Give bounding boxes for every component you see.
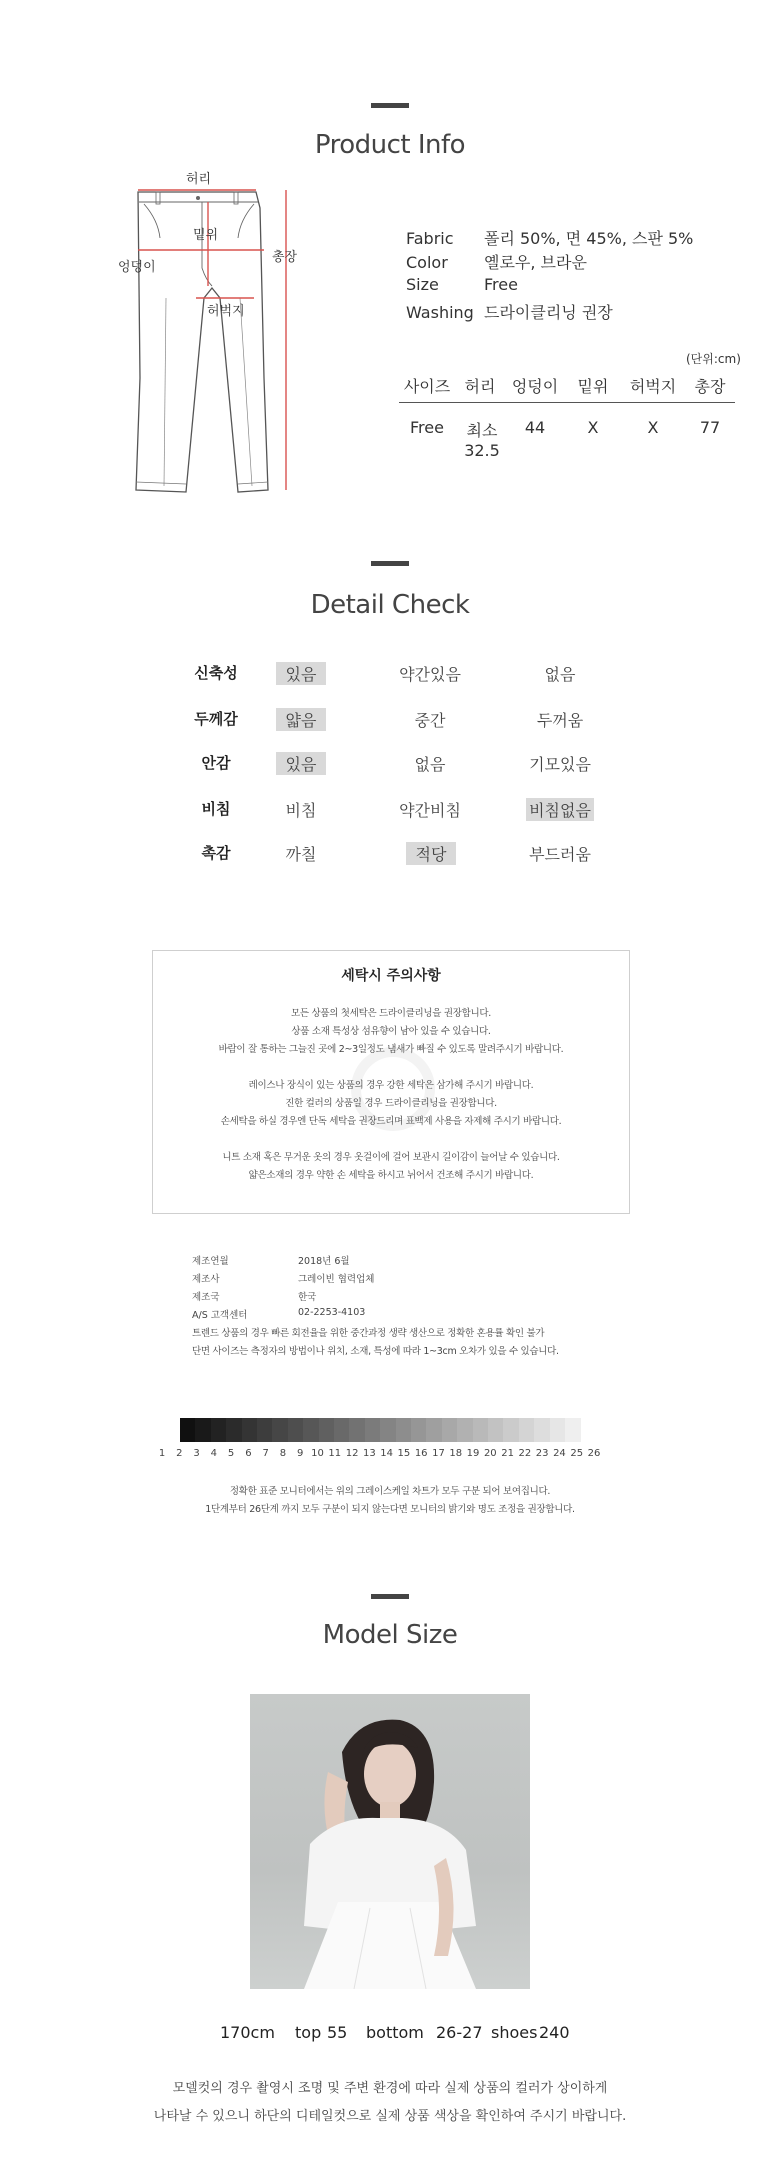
grayscale-step [550, 1418, 566, 1442]
table-header: 밑위 [577, 377, 609, 396]
spec-value: 드라이클리닝 권장 [484, 303, 613, 322]
grayscale-number: 5 [227, 1448, 235, 1459]
table-header: 허리 [464, 377, 496, 396]
grayscale-step [457, 1418, 473, 1442]
grayscale-step [396, 1418, 412, 1442]
section-divider-bar [371, 103, 409, 108]
model-top-label: top [295, 2023, 322, 2042]
section-divider-bar [371, 561, 409, 566]
spec-color [406, 250, 587, 273]
grayscale-note: 1단계부터 26단계 까지 모두 구분이 되지 않는다면 모니터의 밝기와 명도 조정을 권장합니다. [205, 1504, 575, 1515]
grayscale-number: 11 [328, 1448, 342, 1459]
model-photo [250, 1694, 530, 1989]
model-bottom-value: 26-27 [436, 2023, 483, 2042]
grayscale-step [473, 1418, 489, 1442]
maker-key: 제조국 [192, 1292, 220, 1303]
grayscale-number: 15 [397, 1448, 411, 1459]
grayscale-step [211, 1418, 227, 1442]
grayscale-step [242, 1418, 258, 1442]
grayscale-number: 4 [210, 1448, 218, 1459]
maker-note: 단면 사이즈는 측정자의 방법이나 위치, 소재, 특성에 따라 1~3cm 오차가 있을 수 있습니다. [192, 1346, 559, 1357]
spec-fabric [406, 226, 693, 249]
grayscale-number: 21 [501, 1448, 514, 1459]
detail-option: 비침 [285, 801, 317, 820]
grayscale-step [319, 1418, 335, 1442]
washing-line: 니트 소재 혹은 무거운 옷의 경우 옷걸이에 걸어 보관시 길이감이 늘어날 수 있습니다. [222, 1152, 560, 1163]
grayscale-number: 7 [262, 1448, 269, 1459]
washing-line: 모든 상품의 첫세탁은 드라이클리닝을 권장합니다. [290, 1008, 492, 1019]
model-size-title: Model Size [322, 1620, 458, 1650]
grayscale-number: 26 [587, 1448, 601, 1459]
section-divider-bar [371, 1594, 409, 1599]
table-divider [399, 402, 735, 403]
detail-option: 없음 [414, 755, 446, 774]
table-cell: X [647, 418, 659, 437]
product-info-title: Product Info [314, 130, 466, 160]
maker-key: A/S 고객센터 [192, 1310, 248, 1321]
grayscale-step [426, 1418, 442, 1442]
maker-note: 트렌드 상품의 경우 빠른 회전율을 위한 중간과정 생략 생산으로 정확한 혼용률 확인 불가 [192, 1328, 545, 1339]
grayscale-step [503, 1418, 519, 1442]
detail-option: 중간 [414, 711, 446, 730]
grayscale-number: 12 [345, 1448, 359, 1459]
spec-value: Free [484, 275, 518, 294]
grayscale-step [380, 1418, 396, 1442]
grayscale-step [288, 1418, 304, 1442]
label-thigh: 허벅지 [207, 304, 245, 319]
washing-line: 진한 컬러의 상품일 경우 드라이클리닝을 권장합니다. [285, 1098, 497, 1109]
detail-option-selected: 있음 [276, 662, 326, 685]
table-header: 사이즈 [403, 377, 451, 396]
grayscale-step [303, 1418, 319, 1442]
grayscale-number: 3 [193, 1448, 200, 1459]
washing-line: 바람이 잘 통하는 그늘진 곳에 2~3일정도 냄새가 빠질 수 있도록 말려주시기 바랍니다. [218, 1044, 564, 1055]
detail-label-sheerness: 비침 [201, 800, 231, 818]
table-header: 허벅지 [629, 377, 677, 396]
grayscale-number: 25 [570, 1448, 584, 1459]
grayscale-number: 23 [535, 1448, 549, 1459]
label-rise: 밑위 [193, 228, 219, 243]
grayscale-number: 1 [158, 1448, 166, 1459]
label-hip: 엉덩이 [118, 260, 156, 275]
detail-option: 까칠 [285, 845, 317, 864]
grayscale-number: 16 [414, 1448, 428, 1459]
model-shoes-value: 240 [539, 2023, 570, 2042]
grayscale-strip [180, 1418, 580, 1442]
model-figure-icon [250, 1694, 530, 1989]
grayscale-number: 2 [176, 1448, 183, 1459]
washing-caution-box [152, 950, 630, 1214]
model-note: 나타날 수 있으니 하단의 디테일컷으로 실제 상품 색상을 확인하여 주시기 바랍니다. [153, 2109, 627, 2124]
grayscale-number: 18 [449, 1448, 463, 1459]
label-length: 총장 [272, 250, 298, 265]
model-top-value: 55 [327, 2023, 348, 2042]
grayscale-step [334, 1418, 350, 1442]
grayscale-step [180, 1418, 196, 1442]
model-note: 모델컷의 경우 촬영시 조명 및 주변 환경에 따라 실제 상품의 컬러가 상이하게 [172, 2081, 608, 2096]
maker-key: 제조사 [192, 1274, 220, 1285]
model-height: 170cm [220, 2023, 275, 2042]
model-shoes-label: shoes [491, 2023, 538, 2042]
table-cell: X [587, 418, 599, 437]
washing-title: 세탁시 주의사항 [341, 968, 441, 984]
table-cell: Free [410, 418, 444, 437]
detail-option: 없음 [544, 665, 576, 684]
detail-option-selected: 비침없음 [526, 798, 594, 821]
label-waist: 허리 [186, 172, 212, 187]
grayscale-step [349, 1418, 365, 1442]
grayscale-number: 9 [297, 1448, 304, 1459]
grayscale-step [534, 1418, 550, 1442]
spec-key: Color [406, 253, 448, 272]
spec-size [406, 275, 518, 294]
pants-diagram [108, 168, 348, 508]
detail-label-stretch: 신축성 [194, 664, 238, 682]
detail-check-title: Detail Check [310, 590, 470, 620]
spec-washing [406, 300, 613, 323]
unit-label: (단위:cm) [686, 352, 741, 366]
grayscale-step [565, 1418, 581, 1442]
detail-option-selected: 적당 [406, 842, 456, 865]
detail-option-selected: 있음 [276, 752, 326, 775]
table-header: 엉덩이 [511, 377, 559, 396]
detail-option: 약간비침 [399, 801, 461, 820]
spec-key: Fabric [406, 229, 454, 248]
maker-value: 그레이빈 협력업체 [298, 1274, 375, 1285]
detail-option: 두꺼움 [536, 711, 584, 730]
grayscale-number: 14 [380, 1448, 393, 1459]
spec-key: Washing [406, 303, 474, 322]
grayscale-number: 19 [466, 1448, 480, 1459]
maker-value: 한국 [298, 1292, 317, 1303]
table-cell: 77 [699, 418, 721, 437]
detail-label-texture: 촉감 [201, 844, 231, 862]
grayscale-note: 정확한 표준 모니터에서는 위의 그레이스케일 차트가 모두 구분 되어 보여집니다. [229, 1486, 551, 1497]
maker-key: 제조연월 [192, 1256, 229, 1267]
grayscale-step [257, 1418, 273, 1442]
detail-option-selected: 얇음 [276, 708, 326, 731]
spec-value: 폴리 50%, 면 45%, 스판 5% [484, 229, 694, 248]
grayscale-step [195, 1418, 211, 1442]
detail-option: 부드러움 [529, 845, 591, 864]
grayscale-step [411, 1418, 427, 1442]
washing-line: 손세탁을 하실 경우엔 단독 세탁을 권장드리며 표백제 사용을 자제해 주시기 바랍니다. [220, 1116, 562, 1127]
washing-line: 상품 소재 특성상 섬유향이 남아 있을 수 있습니다. [291, 1026, 491, 1037]
grayscale-number: 10 [311, 1448, 324, 1459]
spec-key: Size [406, 275, 439, 294]
grayscale-step [519, 1418, 535, 1442]
grayscale-number: 8 [279, 1448, 287, 1459]
detail-label-thickness: 두께감 [194, 710, 238, 728]
grayscale-step [488, 1418, 504, 1442]
detail-option: 기모있음 [529, 755, 591, 774]
table-header: 총장 [694, 377, 726, 396]
grayscale-step [226, 1418, 242, 1442]
table-cell: 최소32.5 [464, 421, 500, 460]
model-bottom-label: bottom [366, 2023, 424, 2042]
grayscale-number: 17 [432, 1448, 445, 1459]
spec-value: 옐로우, 브라운 [484, 253, 587, 272]
grayscale-step [272, 1418, 288, 1442]
grayscale-number: 22 [518, 1448, 532, 1459]
maker-value: 2018년 6월 [298, 1256, 350, 1267]
grayscale-number: 13 [362, 1448, 376, 1459]
maker-value: 02-2253-4103 [298, 1307, 366, 1318]
grayscale-step [442, 1418, 458, 1442]
detail-option: 약간있음 [399, 665, 461, 684]
washing-line: 레이스나 장식이 있는 상품의 경우 강한 세탁은 삼가해 주시기 바랍니다. [248, 1080, 534, 1091]
grayscale-step [365, 1418, 381, 1442]
grayscale-number: 24 [553, 1448, 566, 1459]
grayscale-number: 6 [245, 1448, 252, 1459]
table-cell: 44 [524, 418, 546, 437]
washing-line: 얇은소재의 경우 약한 손 세탁을 하시고 뉘어서 건조해 주시기 바랍니다. [248, 1170, 534, 1181]
grayscale-number: 20 [483, 1448, 497, 1459]
detail-label-lining: 안감 [201, 754, 231, 772]
